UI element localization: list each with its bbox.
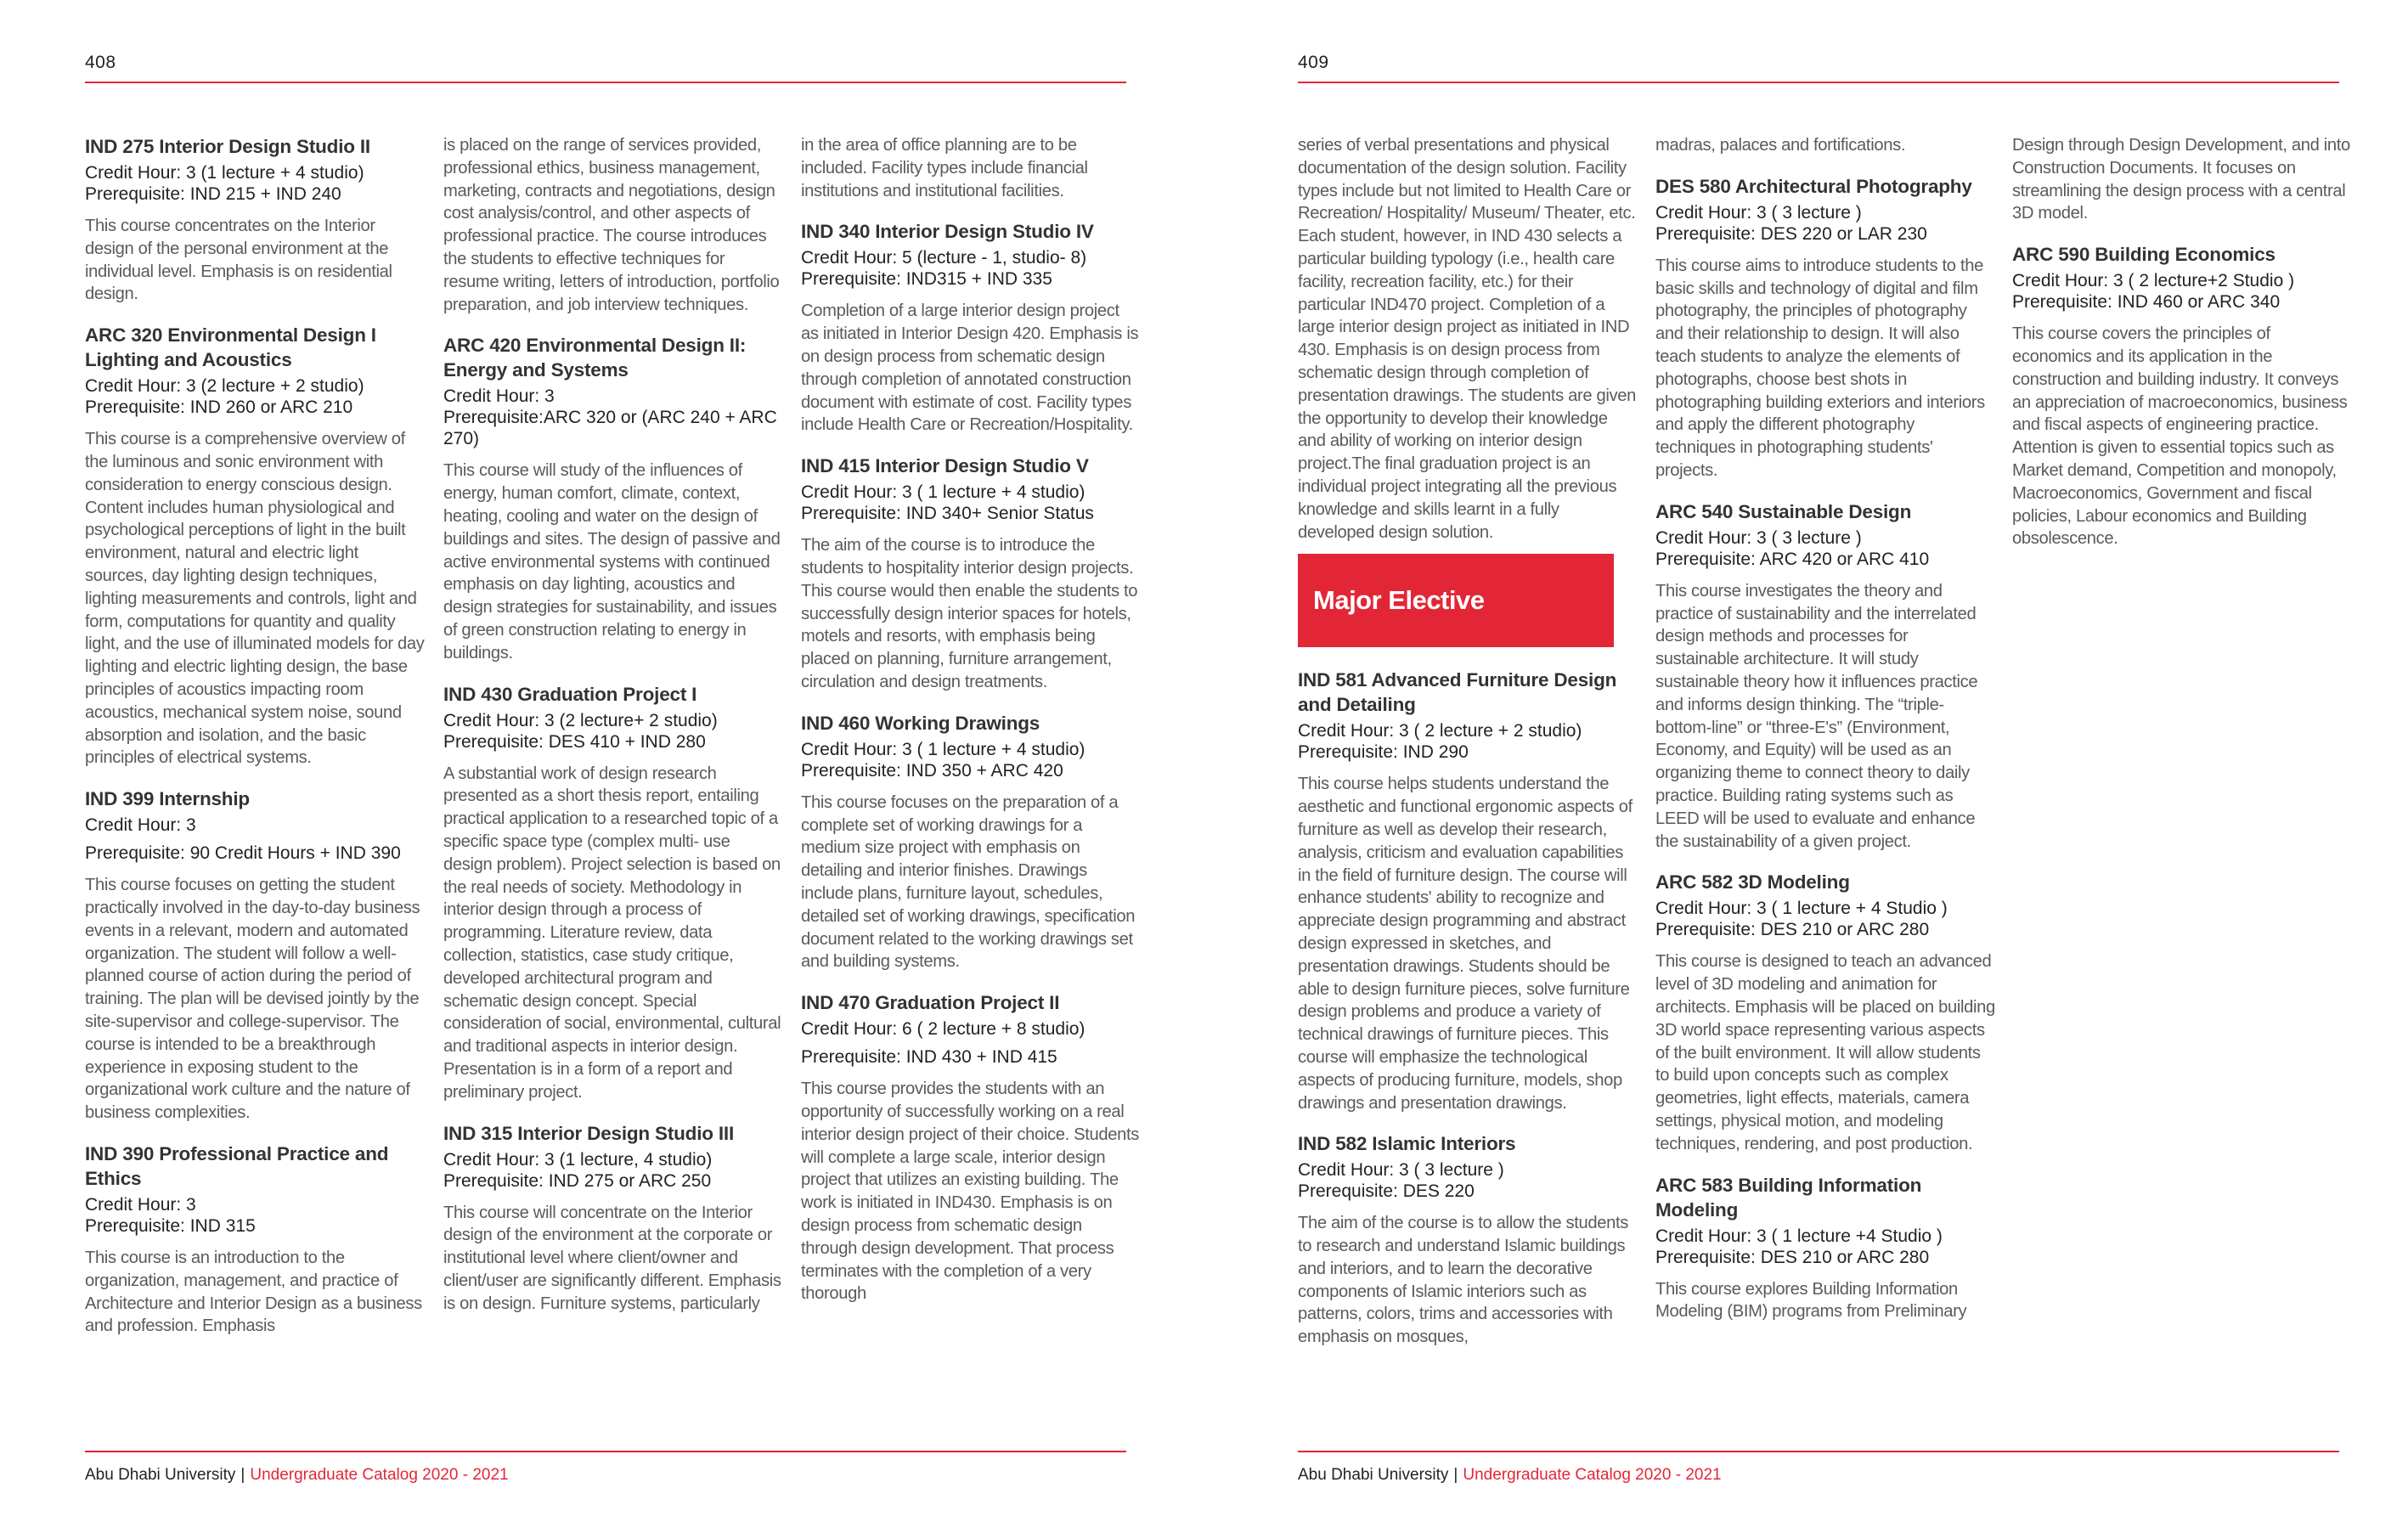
footer (1298, 1466, 1722, 1485)
course-entry (2012, 242, 2352, 550)
course-description: This course concentrates on the Interior design of the personal environment at the individual level. Emphasis is on residential design. (85, 217, 392, 304)
header-rule (85, 82, 1126, 83)
course-entry (443, 333, 783, 664)
section-banner: Major Elective (1298, 554, 1614, 647)
course-title: IND 315 Interior Design Studio III (443, 1122, 735, 1144)
footer-rule (85, 1451, 1126, 1452)
course-entry (1298, 1131, 1638, 1349)
course-description: This course focuses on getting the student practically involved in the day-to-day business events in a relevant, modern and automated organization. The student will follow a well-planned course of action during the period of training. The plan will be devised jointly by the site-supervisor and college-supervisor. The course is intended to be a breakthrough experience in exposing student to the organizational work culture and the nature of business complexities. (85, 876, 420, 1123)
course-credit-prerequisite: Credit Hour: 6 ( 2 lecture + 8 studio) (801, 1019, 1086, 1040)
footer (85, 1466, 509, 1485)
course-entry (801, 990, 1141, 1305)
course-credit-prerequisite: Credit Hour: 3 ( 1 lecture + 4 studio) Prerequisite: IND 350 + ARC 420 (801, 739, 1086, 781)
course-description: This course provides the students with an opportunity of successfully working on a real interior design project of their choice. Students will complete a large scale, interior design project that utilizes an existing building. The work is initiated in IND430. Emphasis is on design process from schematic design through design development. That process terminates with the completion of a very thorough (801, 1080, 1140, 1304)
footer-university: Abu Dhabi University (1298, 1466, 1449, 1484)
course-credit-prerequisite: Prerequisite: IND 430 + IND 415 (801, 1047, 1057, 1068)
course-credit-prerequisite: Credit Hour: 3 ( 3 lecture ) Prerequisite: ARC 420 or ARC 410 (1655, 527, 1930, 569)
footer-rule (1298, 1451, 2339, 1452)
course-credit-prerequisite: Credit Hour: 3 ( 1 lecture +4 Studio ) Prerequisite: DES 210 or ARC 280 (1655, 1226, 1943, 1267)
course-credit-prerequisite: Credit Hour: 3 ( 2 lecture + 2 studio) Prerequisite: IND 290 (1298, 721, 1582, 763)
course-credit-prerequisite: Credit Hour: 3 Prerequisite: IND 315 (85, 1194, 256, 1236)
course-description: This course covers the principles of economics and its application in the construction and building industry. It conveys an appreciation of macroeconomics, business and fiscal aspects of engineering practice. Attention is given to essential topics such as Market demand, Competition and monopoly, Macroeconomics, Government and fiscal policies, Labour economics and Building obsolescence. (2012, 324, 2348, 549)
course-title: IND 460 Working Drawings (801, 712, 1040, 734)
course-title: IND 415 Interior Design Studio V (801, 455, 1089, 477)
course-description: This course is an introduction to the organization, management, and practice of Architecture and Interior Design as a business and profession. Emphasis (85, 1248, 422, 1336)
footer-catalog: Undergraduate Catalog 2020 - 2021 (1463, 1466, 1722, 1484)
course-description: This course will concentrate on the Interior design of the environment at the corporate or institutional level where client/owner and client/user are significantly different. Emphasis is on design. Furniture systems, particularly (443, 1203, 781, 1313)
course-title: IND 390 Professional Practice and Ethics (85, 1142, 389, 1189)
course-credit-prerequisite: Credit Hour: 3 (2 lecture+ 2 studio) Prerequisite: DES 410 + IND 280 (443, 710, 718, 752)
course-entry (801, 711, 1141, 973)
column-3 (2012, 134, 2352, 567)
course-entry (1655, 870, 1995, 1155)
course-description: A substantial work of design research presented as a short thesis report, entailing practical application to a researched topic of a specific space type (complex multi- use design problem). Project selection is based on the real needs of society. Methodology in interior design through a process of programming. Literature review, data collection, statistics, case study critique, developed architectural program and schematic design concept. Special consideration of social, environmental, cultural and traditional aspects in interior design. Presentation is in a form of a report and preliminary project. (443, 764, 781, 1102)
course-description: This course is designed to teach an advanced level of 3D modeling and animation for architects. Emphasis will be placed on building 3D world space representing various aspects of the built environment. It will allow students to build upon concepts such as complex geometries, light effects, materials, camera settings, physical motion, and modeling techniques, rendering, and post production. (1655, 952, 1995, 1153)
course-title: IND 399 Internship (85, 788, 250, 810)
column-2 (443, 134, 783, 1332)
header-rule (1298, 82, 2339, 83)
course-title: IND 470 Graduation Project II (801, 992, 1060, 1014)
course-entry (801, 454, 1141, 694)
course-credit-prerequisite: Credit Hour: 3 ( 1 lecture + 4 Studio ) Prerequisite: DES 210 or ARC 280 (1655, 899, 1948, 940)
course-description: This course explores Building Information Modeling (BIM) programs from Preliminary (1655, 1279, 1967, 1322)
course-entry (1655, 1173, 1995, 1324)
page-number: 409 (1298, 53, 1329, 72)
course-description: This course helps students understand the aesthetic and functional ergonomic aspects of furniture as well as develop their research, analysis, criticism and evaluation capabilities in the field of furniture design. The course will enhance students' ability to recognize and appreciate design programming and abstract design expressed in sketches, and presentation drawings. Students should be able to design furniture pieces, solve furniture design problems and produce a variety of technical drawings of furniture pieces. This course will emphasize the technological aspects of producing furniture, models, shop drawings and presentation drawings. (1298, 775, 1633, 1113)
course-entry (85, 323, 425, 770)
course-credit-prerequisite: Credit Hour: 3 Prerequisite:ARC 320 or (ARC 240 + ARC 270) (443, 386, 777, 449)
course-title: ARC 583 Building Information Modeling (1655, 1174, 1922, 1220)
course-credit-prerequisite: Credit Hour: 5 (lecture - 1, studio- 8) Prerequisite: IND315 + IND 335 (801, 248, 1087, 290)
footer-university: Abu Dhabi University (85, 1466, 236, 1484)
course-description: This course aims to introduce students to the basic skills and technology of digital and film photography, the principles of photography and their relationship to design. It will also teach students to analyze the elements of photographs, choose best shots in photographing building exteriors and interiors and apply the different photography techniques in photographing students' projects. (1655, 256, 1985, 480)
course-entry (443, 682, 783, 1104)
course-credit-prerequisite: Credit Hour: 3 ( 3 lecture ) Prerequisite: DES 220 or LAR 230 (1655, 202, 1927, 244)
column-3 (801, 134, 1141, 1322)
course-description: This course investigates the theory and practice of sustainability and the interrelated design methods and processes for sustainable architecture. It will study sustainable theory how it influences practice and informs design thinking. The “triple-bottom-line” or “three-E's” (Environment, Economy, and Equity) will be used as an organizing theme to connect theory to daily practice. Building rating systems such as LEED will be used to evaluate and enhance the sustainability of a given project. (1655, 581, 1978, 851)
footer-catalog: Undergraduate Catalog 2020 - 2021 (250, 1466, 509, 1484)
course-title: IND 430 Graduation Project I (443, 683, 697, 705)
course-title: ARC 420 Environmental Design II: Energy and Systems (443, 335, 747, 381)
course-title: IND 340 Interior Design Studio IV (801, 221, 1094, 243)
course-entry (1655, 499, 1995, 854)
course-title: ARC 320 Environmental Design I Lighting and Acoustics (85, 324, 376, 371)
page-number: 408 (85, 53, 116, 72)
right-page (1204, 0, 2408, 1539)
course-title: ARC 590 Building Economics (2012, 244, 2275, 266)
course-description: This course will study of the influences of energy, human comfort, climate, context, heating, cooling and water on the design of buildings and sites. The design of passive and active environmental systems with continued emphasis on day lighting, acoustics and design strategies for sustainability, and issues of green construction relating to energy in buildings. (443, 461, 781, 662)
column-1 (85, 134, 425, 1355)
course-credit-prerequisite: Credit Hour: 3 (1 lecture, 4 studio) Prerequisite: IND 275 or ARC 250 (443, 1149, 713, 1191)
major-elective-courses (1298, 668, 1638, 1349)
course-title: IND 582 Islamic Interiors (1298, 1133, 1516, 1155)
course-description: The aim of the course is to introduce the students to hospitality interior design projects. This course would then enable the students to successfully design interior spaces for hotels, motels and resorts, with emphasis being placed on planning, furniture arrangement, circulation and design treatments. (801, 536, 1138, 691)
course-entry (1298, 668, 1638, 1114)
course-entry (801, 219, 1141, 437)
course-credit-prerequisite: Credit Hour: 3 ( 2 lecture+2 Studio ) Prerequisite: IND 460 or ARC 340 (2012, 271, 2295, 313)
course-credit-prerequisite: Credit Hour: 3 ( 3 lecture ) Prerequisite: DES 220 (1298, 1160, 1504, 1202)
course-entry (85, 134, 425, 306)
course-entry (1655, 174, 1995, 482)
course-entry (85, 786, 425, 1125)
footer-separator: | (240, 1466, 245, 1484)
course-description: Completion of a large interior design project as initiated in Interior Design 420. Emphasis is on design process from schematic design through completion of annotated construction document with estimate of cost. Facility types include Health Care or Recreation/Hospitality. (801, 302, 1139, 435)
course-description: This course is a comprehensive overview of the luminous and sonic environment with consideration to energy conscious design. Content includes human physiological and psychological perceptions of light in the built environment, natural and electric light sources, day lighting design techniques, lighting measurements and controls, light and form, computations for quantity and quality light, and the use of illuminated models for day lighting and electric lighting design, the base principles of acoustics impacting room acoustics, mechanical system noise, sound absorption and isolation, and the basic principles of electrical systems. (85, 430, 425, 768)
continued-description: madras, palaces and fortifications. (1655, 136, 1906, 155)
course-credit-prerequisite: Prerequisite: 90 Credit Hours + IND 390 (85, 843, 401, 864)
course-entry (85, 1142, 425, 1338)
course-credit-prerequisite: Credit Hour: 3 (1 lecture + 4 studio) Prerequisite: IND 215 + IND 240 (85, 163, 364, 204)
course-credit-prerequisite: Credit Hour: 3 (85, 815, 196, 836)
course-title: DES 580 Architectural Photography (1655, 175, 1972, 197)
course-title: ARC 540 Sustainable Design (1655, 500, 1912, 522)
course-title: ARC 582 3D Modeling (1655, 871, 1850, 894)
course-credit-prerequisite: Credit Hour: 3 (2 lecture + 2 studio) Prerequisite: IND 260 or ARC 210 (85, 376, 364, 418)
course-description: The aim of the course is to allow the students to research and understand Islamic buildings and interiors, and to learn the decorative components of Islamic interiors such as patterns, colors, trims and accessories with emphasis on mosques, (1298, 1214, 1628, 1347)
continued-description: is placed on the range of services provided, professional ethics, business management, marketing, contracts and negotiations, design cost analysis/control, and other aspects of professional practice. The course introduces the students to effective techniques for resume writing, letters of introduction, portfolio preparation, and job interview techniques. (443, 136, 780, 314)
course-title: IND 275 Interior Design Studio II (85, 136, 370, 157)
continued-description: series of verbal presentations and physical documentation of the design solution. Facility types include but not limited to Health Care or Recreation/ Hospitality/ Museum/ Theater, etc. Each student, however, in IND 430 selects a particular building typology (i.e., health care facility, recreation facility, etc.) for their particular IND470 project. Completion of a large interior design project as initiated in IND 430. Emphasis is on design process from schematic design through completion of presentation drawings. The students are given the opportunity to develop their knowledge and ability of working on interior design project.The final graduation project is an individual project integrating all the previous knowledge and skills learnt in a fully developed design solution. (1298, 136, 1636, 542)
footer-separator: | (1453, 1466, 1458, 1484)
course-title: IND 581 Advanced Furniture Design and Detailing (1298, 669, 1617, 716)
continued-description: Design through Design Development, and into Construction Documents. It focuses on streamlining the design process with a central 3D model. (2012, 136, 2350, 223)
column-1 (1298, 134, 1638, 1366)
course-description: This course focuses on the preparation of a complete set of working drawings for a medium size project with emphasis on detailing and interior finishes. Drawings include plans, furniture layout, schedules, detailed set of working drawings, specification document related to the working drawings set and building systems. (801, 792, 1136, 972)
column-2 (1655, 134, 1995, 1340)
course-credit-prerequisite: Credit Hour: 3 ( 1 lecture + 4 studio) Prerequisite: IND 340+ Senior Status (801, 482, 1094, 524)
course-entry (443, 1121, 783, 1316)
continued-description: in the area of office planning are to be included. Facility types include financial institutions and institutional facilities. (801, 136, 1088, 200)
